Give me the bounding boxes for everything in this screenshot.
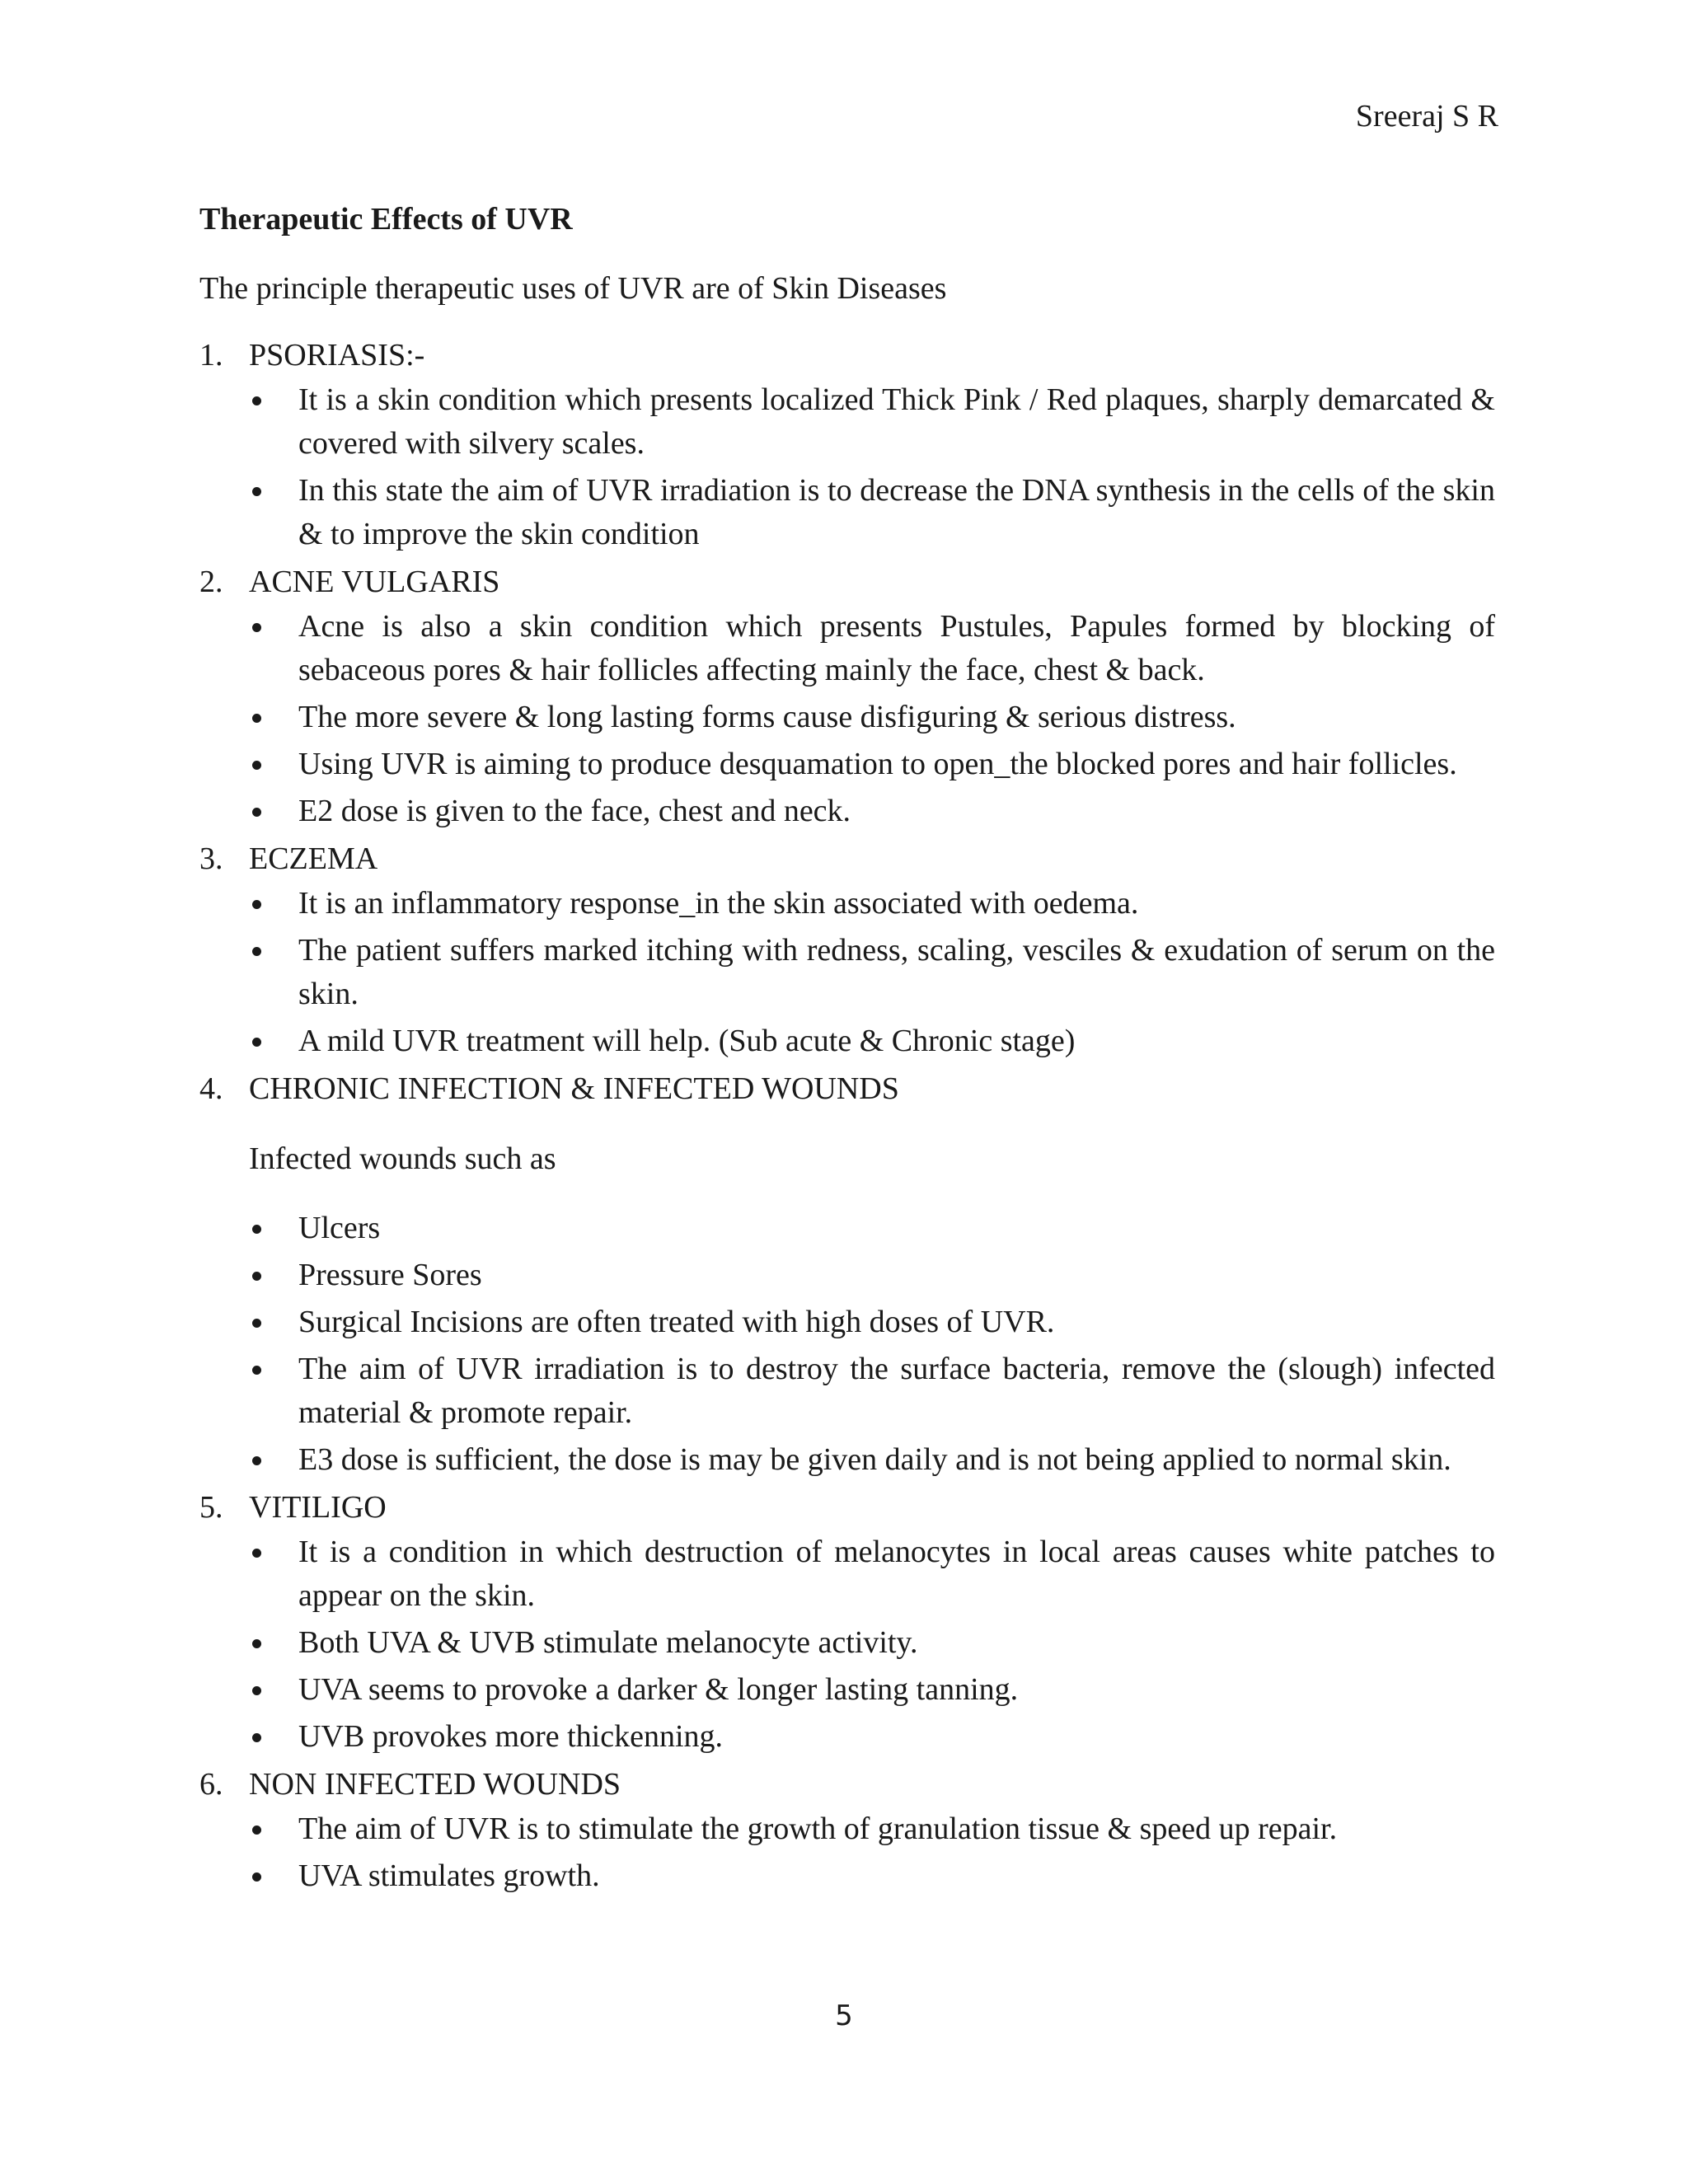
- bullet-item: Surgical Incisions are often treated with high doses of UVR.: [298, 1301, 1495, 1344]
- bullet-item: Pressure Sores: [298, 1254, 1495, 1297]
- section-number: 2.: [199, 565, 223, 599]
- section-heading-text: ACNE VULGARIS: [249, 565, 500, 599]
- bullet-item: It is an inflammatory response_in the skin associated with oedema.: [298, 882, 1495, 926]
- section-heading: [199, 837, 1495, 882]
- section-heading-text: VITILIGO: [249, 1490, 387, 1525]
- bullet-item: The aim of UVR irradiation is to destroy the surface bacteria, remove the (slough) infected material & promote repair.: [298, 1347, 1495, 1435]
- section-item: [199, 1066, 1495, 1482]
- section-heading: [199, 1485, 1495, 1530]
- bullet-item: E2 dose is given to the face, chest and neck.: [298, 790, 1495, 833]
- section-heading-text: ECZEMA: [249, 841, 378, 876]
- section-number: 1.: [199, 338, 223, 373]
- bullet-item: UVA stimulates growth.: [298, 1854, 1495, 1898]
- bullet-list: [199, 1807, 1495, 1898]
- document-body: [199, 196, 1495, 1901]
- section-number: 3.: [199, 841, 223, 876]
- section-heading: [199, 560, 1495, 605]
- intro-paragraph: The principle therapeutic uses of UVR are of Skin Diseases: [199, 271, 947, 306]
- section-heading: [199, 1066, 1495, 1112]
- bullet-item: A mild UVR treatment will help. (Sub acute & Chronic stage): [298, 1019, 1495, 1063]
- page-title: Therapeutic Effects of UVR: [199, 202, 573, 237]
- section-heading-text: PSORIASIS:-: [249, 338, 425, 373]
- bullet-item: Using UVR is aiming to produce desquamation to open_the blocked pores and hair follicles.: [298, 743, 1495, 786]
- section-heading-text: NON INFECTED WOUNDS: [249, 1767, 621, 1802]
- header-author: Sreeraj S R: [1355, 99, 1498, 134]
- section-intro: Infected wounds such as: [249, 1141, 556, 1176]
- section-heading-text: CHRONIC INFECTION & INFECTED WOUNDS: [249, 1071, 899, 1106]
- bullet-item: The aim of UVR is to stimulate the growth of granulation tissue & speed up repair.: [298, 1807, 1495, 1851]
- bullet-list: [199, 1207, 1495, 1482]
- section-number: 4.: [199, 1071, 223, 1106]
- bullet-item: It is a condition in which destruction of melanocytes in local areas causes white patches to appear on the skin.: [298, 1530, 1495, 1618]
- bullet-item: The more severe & long lasting forms cause disfiguring & serious distress.: [298, 696, 1495, 739]
- section-item: [199, 1485, 1495, 1759]
- bullet-item: UVA seems to provoke a darker & longer lasting tanning.: [298, 1668, 1495, 1712]
- bullet-list: [199, 1530, 1495, 1759]
- section-item: [199, 1762, 1495, 1898]
- bullet-list: [199, 378, 1495, 556]
- bullet-item: Acne is also a skin condition which presents Pustules, Papules formed by blocking of sebaceous pores & hair follicles affecting mainly the face, chest & back.: [298, 605, 1495, 692]
- section-item: [199, 837, 1495, 1063]
- section-number: 6.: [199, 1767, 223, 1802]
- section-item: [199, 560, 1495, 833]
- section-list: [199, 333, 1495, 1898]
- bullet-item: In this state the aim of UVR irradiation is to decrease the DNA synthesis in the cells of the skin & to improve the skin condition: [298, 469, 1495, 556]
- section-item: [199, 333, 1495, 556]
- bullet-item: The patient suffers marked itching with redness, scaling, vesciles & exudation of serum on the skin.: [298, 929, 1495, 1016]
- bullet-item: UVB provokes more thickenning.: [298, 1715, 1495, 1759]
- page-number: 5: [835, 1999, 853, 2032]
- section-heading: [199, 333, 1495, 378]
- bullet-list: [199, 882, 1495, 1063]
- bullet-item: E3 dose is sufficient, the dose is may be given daily and is not being applied to normal skin.: [298, 1438, 1495, 1482]
- bullet-item: Ulcers: [298, 1207, 1495, 1250]
- bullet-list: [199, 605, 1495, 833]
- bullet-item: It is a skin condition which presents localized Thick Pink / Red plaques, sharply demarcated & covered with silvery scales.: [298, 378, 1495, 466]
- section-number: 5.: [199, 1490, 223, 1525]
- section-heading: [199, 1762, 1495, 1807]
- bullet-item: Both UVA & UVB stimulate melanocyte activity.: [298, 1621, 1495, 1665]
